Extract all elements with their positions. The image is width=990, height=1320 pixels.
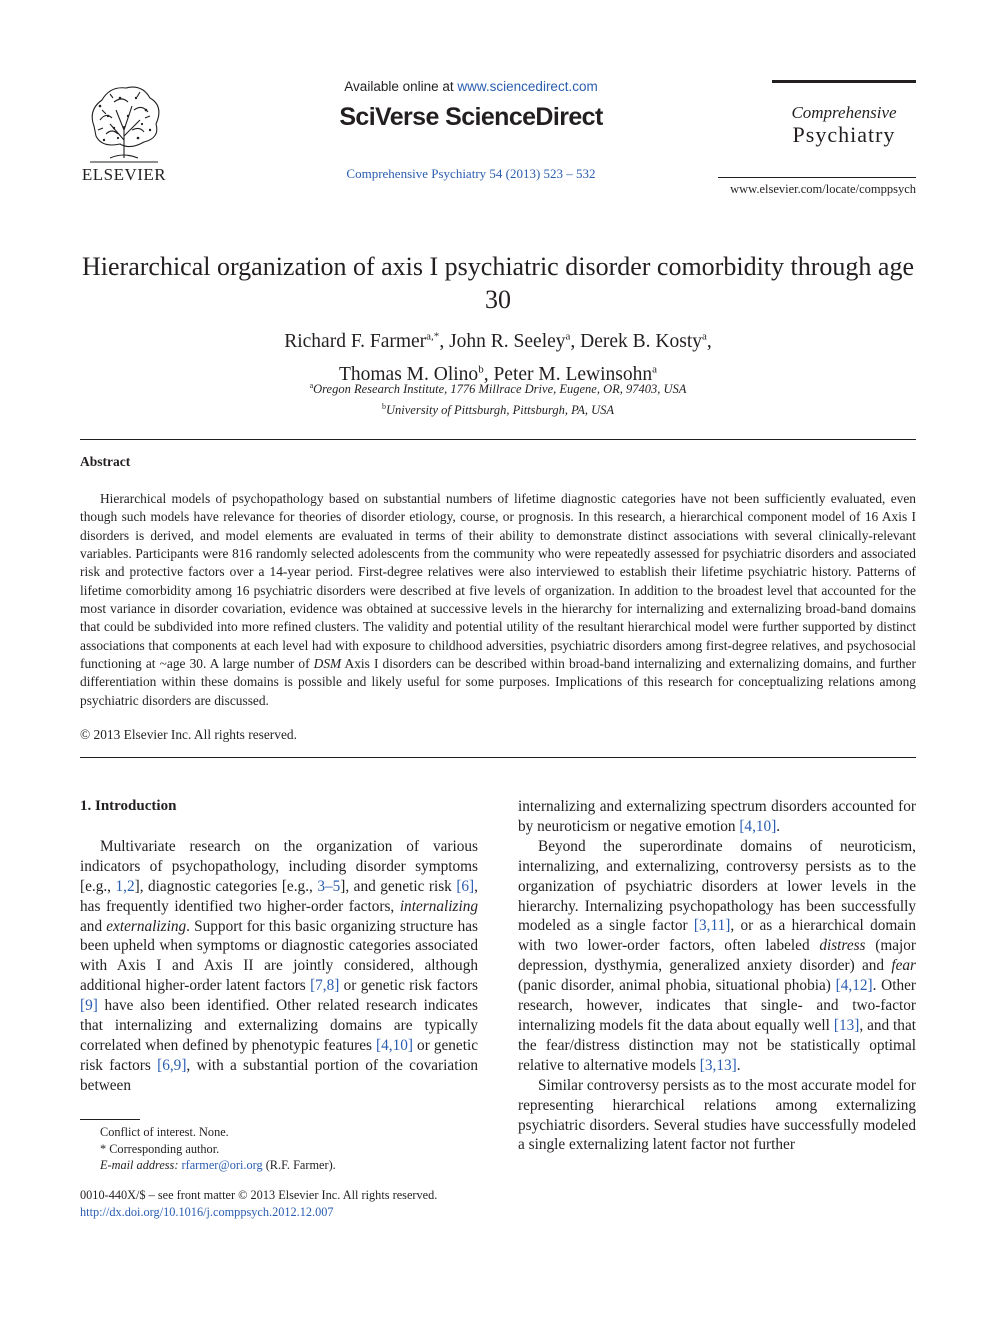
issn-block (80, 1187, 500, 1220)
author: John R. Seeley$^a$, (449, 330, 581, 352)
available-online: Available online at www.sciencedirect.com (344, 79, 598, 94)
footnote-rule (80, 1119, 140, 1120)
citation-link[interactable]: [6] (456, 877, 475, 895)
article-title: Hierarchical organization of axis I psychiatric disorder comorbidity through age 30 (82, 252, 914, 314)
email-note: E-mail address: rfarmer@ori.org (R.F. Farmer). (100, 1158, 336, 1172)
journal-reference-link[interactable]: Comprehensive Psychiatry 54 (2013) 523 – 532 (346, 166, 596, 181)
citation-link[interactable]: [4,12] (835, 977, 873, 995)
paragraph: Multivariate research on the organization of various indicators of psychopathology, including disorder symptoms [e.g., 1,2], diagnostic categories [e.g., 3–5], and genetic risk [6], has frequently identified two higher-order factors, internalizing and externalizing. Support for this basic organizing structure has been upheld when symptoms or diagnostic categories associated with Axis I and Axis II are jointly considered, although additional higher-order latent factors [7,8] or genetic risk factors [9] have also been identified. Other related research indicates that internalizing and externalizing domains are typically correlated when defined by phenotypic features [4,10] or genetic risk factors [6,9], with a substantial portion of the covariation between (80, 837, 478, 1094)
sciverse-brand: SciVerse ScienceDirect (339, 103, 603, 131)
citation-link[interactable]: [6,9] (157, 1056, 187, 1074)
paragraph: internalizing and externalizing spectrum disorders accounted for by neuroticism or negative emotion [4,10]. (518, 798, 916, 835)
header-rule (718, 177, 916, 178)
journal-brand-line2: Psychiatry (792, 122, 896, 147)
affiliation: $^a$Oregon Research Institute, 1776 Millrace Drive, Eugene, OR, 97403, USA (309, 381, 687, 397)
abstract-text: Hierarchical models of psychopathology based on substantial numbers of lifetime diagnostic categories have not been sufficiently evaluated, even though such models have relevance for theories of disorder etiology, course, or prognosis. In this research, a hierarchical component model of 16 Axis I disorders is derived, and model elements are evaluated in terms of their ability to demonstrate distinct associations with several clinically-relevant variables. Participants were 816 randomly selected adolescents from the community who were repeatedly assessed for psychiatric disorders and associated risk and protective factors over a 14-year period. First-degree relatives were also interviewed to establish their lifetime psychiatric history. Patterns of lifetime comorbidity among 16 psychiatric disorders were described at five levels of organization. In addition to the broadest level that accounted for the most variance in disorder covariation, evidence was obtained at successive levels in the hierarchy for internalizing and externalizing broad-band domains that could be subdivided into more refined clusters. The validity and potential utility of the resultant hierarchical model were further supported by distinct associations that components at each level had with exposure to childhood adversities, psychiatric disorders among first-degree relatives, and psychosocial functioning at ~age 30. A large number of DSM Axis I disorders can be described within broad-band internalizing and externalizing domains, and further differentiation within these domains is possible and likely useful for some purposes. Implications of this research for conceptualizing relations among psychiatric disorders are discussed. (80, 491, 917, 708)
abstract-heading: Abstract (80, 454, 131, 469)
doi-link[interactable]: http://dx.doi.org/10.1016/j.comppsych.2012.12.007 (80, 1204, 334, 1219)
journal-url: www.elsevier.com/locate/comppsych (730, 182, 916, 196)
journal-brand-line1: Comprehensive (791, 103, 897, 122)
author: Thomas M. Olino$^b$, (338, 363, 494, 385)
paragraph: Beyond the superordinate domains of neuroticism, internalizing, and externalizing, controversy persists as to the organization of psychiatric disorders at lower levels in the hierarchy. Internalizing psychopathology has been successfully modeled as a single factor [3,11], or as a hierarchical domain with two lower-order factors, often labeled distress (major depression, dysthymia, generalized anxiety disorder) and fear (panic disorder, animal phobia, situational phobia) [4,12]. Other research, however, indicates that single- and two-factor internalizing models fit the data about equally well [13], and that the fear/distress distinction may not be statistically optimal relative to alternative models [3,13]. (518, 837, 917, 1074)
author: Peter M. Lewinsohn$^a$ (493, 363, 658, 385)
affiliations (80, 377, 916, 419)
body-column-right (518, 797, 916, 1155)
issn-line: 0010-440X/$ – see front matter © 2013 Elsevier Inc. All rights reserved. (80, 1188, 438, 1202)
citation-link[interactable]: [9] (80, 997, 98, 1015)
brand-bar (772, 80, 916, 83)
svg-text:ELSEVIER: ELSEVIER (81, 165, 167, 182)
affiliation: $^b$University of Pittsburgh, Pittsburgh, PA, USA (381, 402, 614, 418)
conflict-note: Conflict of interest. None. (100, 1125, 229, 1139)
footnotes (80, 1124, 478, 1174)
abstract-bottom-rule (80, 757, 916, 758)
sciencedirect-link[interactable]: www.sciencedirect.com (457, 79, 598, 94)
journal-brand (772, 80, 916, 149)
author: Richard F. Farmer$^{a,*}$, (284, 330, 450, 352)
abstract-top-rule (80, 439, 916, 440)
citation-link[interactable]: [4,10] (739, 817, 777, 835)
citation-link[interactable]: 3–5 (317, 877, 341, 895)
citation-link[interactable]: [13] (833, 1016, 860, 1034)
citation-link[interactable]: 1,2 (115, 877, 135, 895)
copyright: © 2013 Elsevier Inc. All rights reserved. (80, 727, 297, 742)
body-column-left (80, 797, 478, 1096)
elsevier-logo (80, 80, 168, 182)
citation-link[interactable]: [4,10] (376, 1036, 414, 1054)
citation-link[interactable]: [3,13] (699, 1056, 737, 1074)
corresponding-note: * Corresponding author. (100, 1141, 220, 1156)
section-heading: 1. Introduction (80, 798, 177, 814)
author: Derek B. Kosty$^a$, (580, 330, 712, 352)
email-link[interactable]: rfarmer@ori.org (181, 1158, 263, 1172)
paragraph: Similar controversy persists as to the most accurate model for representing hierarchical relations among externalizing psychiatric disorders. Several studies have successfully modeled a single externalizing latent factor not further (518, 1076, 916, 1154)
citation-link[interactable]: [7,8] (310, 977, 340, 995)
citation-link[interactable]: [3,11] (693, 917, 731, 935)
